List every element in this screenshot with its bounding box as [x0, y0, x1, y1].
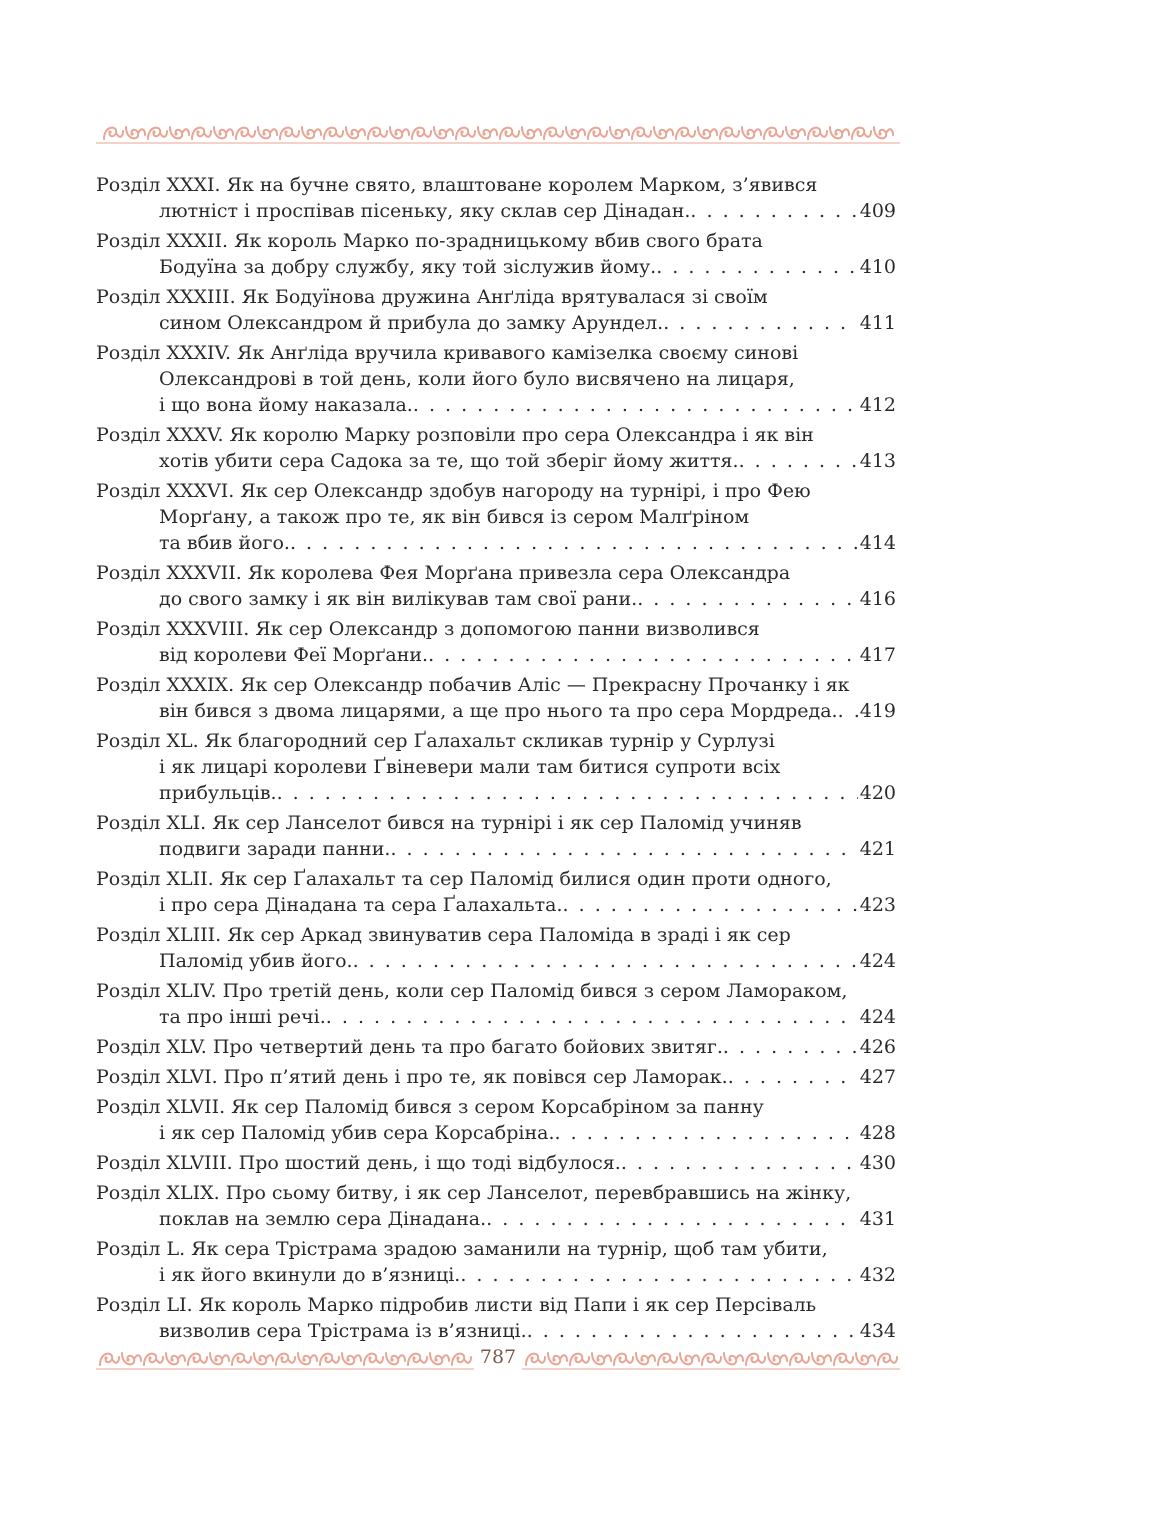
- ornament-motif: [166, 1353, 185, 1364]
- toc-entry-page: 411: [859, 312, 896, 334]
- ornament-motif: [364, 1354, 383, 1365]
- ornament-motif: [148, 128, 167, 139]
- ornament-motif: [122, 1353, 141, 1364]
- toc-entry-line: Розділ XXXII. Як король Марко по-зрадницькому вбив свого брата: [96, 230, 763, 252]
- toc-entry-line: подвиги заради панни.: [159, 838, 391, 860]
- toc-entry: [96, 810, 896, 862]
- ornament-motif: [768, 1353, 787, 1364]
- ornament-motif: [430, 1353, 449, 1364]
- toc-entry-page: 409: [859, 200, 896, 222]
- ornament-motif: [214, 127, 233, 138]
- toc-entry-last-line: [96, 586, 896, 612]
- top-ornament-border: [96, 121, 900, 145]
- toc-entry: [96, 616, 896, 668]
- ornament-motif: [276, 1354, 295, 1365]
- toc-entry: [96, 478, 896, 556]
- toc-entry-line: до свого замку і як він вилікував там свої рани.: [159, 588, 638, 610]
- ornament-motif: [698, 127, 717, 138]
- ornament-motif: [236, 128, 255, 139]
- toc-entry-line: Розділ XLIV. Про третій день, коли сер Паломід бився з сером Ламораком,: [96, 980, 848, 1002]
- toc-entry-line: Розділ XXXIX. Як сер Олександр побачив Аліс — Прекрасну Прочанку і як: [96, 674, 850, 696]
- ornament-motif: [636, 1353, 655, 1364]
- ornament-motif: [408, 1354, 427, 1365]
- ornament-motif: [548, 1353, 567, 1364]
- dot-leader: [326, 1004, 858, 1030]
- dot-leader: [390, 836, 857, 862]
- toc-entry-page: 431: [859, 1208, 896, 1230]
- toc-entry-line: прибульців.: [159, 782, 277, 804]
- toc-entry-line: Розділ XLI. Як сер Ланселот бився на турнірі і як сер Паломід учиняв: [96, 812, 802, 834]
- ornament-motif: [368, 128, 387, 139]
- toc-entry-line: сином Олександром й прибула до замку Арундел.: [159, 312, 664, 334]
- toc-entry-page: 410: [859, 256, 896, 278]
- toc-entry-page: 412: [859, 394, 896, 416]
- toc-entry: [96, 1236, 896, 1288]
- ornament-motif: [830, 127, 849, 138]
- toc-entry-last-line: [96, 780, 896, 806]
- toc-entry-last-line: [96, 836, 896, 862]
- toc-entry-last-line: [96, 948, 896, 974]
- toc-entry-page: 417: [859, 644, 896, 666]
- toc-entry-line: та про інші речі.: [159, 1006, 326, 1028]
- ornament-motif: [500, 128, 519, 139]
- toc-entry-line: Розділ XLVIII. Про шостий день, і що тоді відбулося.: [96, 1152, 621, 1174]
- ornament-motif: [456, 128, 475, 139]
- dot-leader: [723, 1034, 858, 1060]
- ornament-motif: [720, 128, 739, 139]
- toc-entry-last-line: [96, 530, 896, 556]
- dot-leader: [656, 254, 858, 280]
- ornament-motif: [280, 128, 299, 139]
- ornament-motif: [812, 1353, 831, 1364]
- toc-entry-line: і як лицарі королеви Ґвіневери мали там битися супроти всіх: [159, 756, 781, 778]
- ornament-motif: [434, 127, 453, 138]
- toc-entry-line: Розділ XLIX. Про сьому битву, і як сер Ланселот, перевбравшись на жінку,: [96, 1182, 852, 1204]
- dot-leader: [486, 1206, 858, 1232]
- toc-entry: [96, 866, 896, 918]
- toc-entry: [96, 284, 896, 336]
- ornament-motif: [834, 1354, 853, 1365]
- toc-entry-last-line: [96, 1318, 896, 1344]
- dot-leader: [637, 586, 858, 612]
- dot-leader: [413, 392, 858, 418]
- ornament-motif: [570, 1354, 589, 1365]
- toc-entry-page: 426: [859, 1036, 896, 1058]
- ornament-motif: [808, 128, 827, 139]
- toc-entry-line: Паломід убив його.: [159, 950, 353, 972]
- ornament-motif: [100, 1354, 119, 1365]
- dot-leader: [838, 698, 858, 724]
- toc-entry-line: він бився з двома лицарями, а ще про нього та про сера Мордреда.: [159, 700, 838, 722]
- toc-entry-line: Бодуїна за добру службу, яку той зіслужив йому.: [159, 256, 657, 278]
- toc-entry-line: і як його вкинули до в’язниці.: [159, 1264, 461, 1286]
- toc-entry-line: Морґану, а також про те, як він бився із сером Малґріном: [159, 506, 750, 528]
- toc-entry-line: Розділ XXXVII. Як королева Фея Морґана привезла сера Олександра: [96, 562, 791, 584]
- ornament-motif: [676, 128, 695, 139]
- toc-entry-line: Розділ XXXVIII. Як сер Олександр з допомогою панни визволився: [96, 618, 760, 640]
- ornament-motif: [478, 127, 497, 138]
- toc-entry-line: Олександрові в той день, коли його було висвячено на лицаря,: [159, 368, 795, 390]
- toc-entry-page: 424: [859, 950, 896, 972]
- dot-leader: [527, 1318, 858, 1344]
- ornament-motif: [170, 127, 189, 138]
- ornament-motif: [302, 127, 321, 138]
- toc-entry: [96, 672, 896, 724]
- toc-entry-line: та вбив його.: [159, 532, 290, 554]
- footer-ornament-right: [522, 1347, 900, 1371]
- toc-entry-last-line: [96, 310, 896, 336]
- ornament-motif: [144, 1354, 163, 1365]
- ornament-motif: [390, 127, 409, 138]
- ornament-motif: [632, 128, 651, 139]
- toc-entry-line: Розділ XXXIV. Як Анґліда вручила кривавого камізелка своєму синові: [96, 342, 799, 364]
- toc-entry-page: 413: [859, 450, 896, 472]
- ornament-motif: [210, 1353, 229, 1364]
- toc-entry-line: Розділ XLIII. Як сер Аркад звинуватив сера Паломіда в зраді і як сер: [96, 924, 791, 946]
- dot-leader: [739, 448, 858, 474]
- toc-entry-last-line: [96, 448, 896, 474]
- ornament-motif: [232, 1354, 251, 1365]
- ornament-motif: [254, 1353, 273, 1364]
- toc-entry: [96, 172, 896, 224]
- ornament-motif: [522, 127, 541, 138]
- ornament-motif: [614, 1354, 633, 1365]
- ornament-motif: [126, 127, 145, 138]
- toc-entry-page: 414: [859, 532, 896, 554]
- dot-leader: [277, 780, 858, 806]
- ornament-motif: [104, 128, 123, 139]
- toc-entry-last-line: [96, 892, 896, 918]
- ornament-motif: [592, 1353, 611, 1364]
- footer: [96, 1344, 900, 1374]
- ornament-motif: [856, 1353, 875, 1364]
- dot-leader: [290, 530, 858, 556]
- ornament-motif: [654, 127, 673, 138]
- ornament-motif: [258, 127, 277, 138]
- toc-entry-line: Розділ LI. Як король Марко підробив листи від Папи і як сер Персіваль: [96, 1294, 817, 1316]
- toc-entry-last-line: [96, 1262, 896, 1288]
- ornament-motif: [320, 1354, 339, 1365]
- ornament-pattern: [96, 1347, 474, 1371]
- ornament-motif: [724, 1353, 743, 1364]
- ornament-motif: [588, 128, 607, 139]
- ornament-motif: [658, 1354, 677, 1365]
- ornament-motif: [188, 1354, 207, 1365]
- ornament-motif: [342, 1353, 361, 1364]
- ornament-motif: [412, 128, 431, 139]
- dot-leader: [555, 1120, 858, 1146]
- toc-entry-line: Розділ XLII. Як сер Ґалахальт та сер Паломід билися один проти одного,: [96, 868, 832, 890]
- dot-leader: [563, 892, 858, 918]
- toc-entry-page: 420: [859, 782, 896, 804]
- ornament-motif: [746, 1354, 765, 1365]
- toc-entry: [96, 978, 896, 1030]
- ornament-motif: [566, 127, 585, 138]
- toc-entry-line: і про сера Дінадана та сера Ґалахальта.: [159, 894, 563, 916]
- ornament-pattern: [96, 121, 900, 145]
- ornament-motif: [680, 1353, 699, 1364]
- toc-entry-page: 421: [859, 838, 896, 860]
- toc-entry-line: Розділ XLV. Про четвертий день та про багато бойових звитяг.: [96, 1036, 723, 1058]
- ornament-motif: [386, 1353, 405, 1364]
- toc-entry-last-line: [96, 1120, 896, 1146]
- ornament-motif: [346, 127, 365, 138]
- ornament-motif: [852, 128, 871, 139]
- page-number: 787: [479, 1346, 517, 1368]
- toc-entry-last-line: [96, 1004, 896, 1030]
- dot-leader: [690, 198, 857, 224]
- toc-entry: [96, 1180, 896, 1232]
- toc-entry-line: Розділ XXXI. Як на бучне свято, влаштоване королем Марком, з’явився: [96, 174, 818, 196]
- toc-entry-page: 423: [859, 894, 896, 916]
- toc-entry: [96, 422, 896, 474]
- toc-entry-last-line: [96, 392, 896, 418]
- toc-entry-line: Розділ XLVI. Про п’ятий день і про те, як повівся сер Ламорак.: [96, 1066, 728, 1088]
- ornament-motif: [526, 1354, 545, 1365]
- toc-entry: [96, 560, 896, 612]
- toc-entry-line: Розділ XLVII. Як сер Паломід бився з сером Корсабріном за панну: [96, 1096, 764, 1118]
- toc-entry-line: і як сер Паломід убив сера Корсабріна.: [159, 1122, 555, 1144]
- ornament-motif: [452, 1354, 471, 1365]
- dot-leader: [428, 642, 858, 668]
- dot-leader: [621, 1150, 858, 1176]
- toc-entry-line: Розділ XL. Як благородний сер Ґалахальт скликав турнір у Сурлузі: [96, 730, 775, 752]
- ornament-motif: [544, 128, 563, 139]
- ornament-pattern: [522, 1347, 900, 1371]
- toc-entry: [96, 1150, 896, 1176]
- toc-entry-last-line: [96, 198, 896, 224]
- toc-entry-last-line: [96, 254, 896, 280]
- dot-leader: [353, 948, 858, 974]
- ornament-motif: [878, 1354, 897, 1365]
- toc-entry-last-line: [96, 1150, 896, 1176]
- toc-entry-page: 434: [859, 1320, 896, 1342]
- ornament-motif: [702, 1354, 721, 1365]
- toc-entry-line: поклав на землю сера Дінадана.: [159, 1208, 487, 1230]
- footer-ornament-left: [96, 1347, 474, 1371]
- toc-entry-line: від королеви Феї Морґани.: [159, 644, 429, 666]
- toc-entry: [96, 340, 896, 418]
- ornament-motif: [324, 128, 343, 139]
- toc-entry-last-line: [96, 1206, 896, 1232]
- table-of-contents: [96, 172, 896, 1348]
- ornament-motif: [764, 128, 783, 139]
- toc-entry-line: визволив сера Трістрама із в’язниці.: [159, 1320, 527, 1342]
- toc-entry-line: Розділ L. Як сера Трістрама зрадою заманили на турнір, щоб там убити,: [96, 1238, 828, 1260]
- toc-entry: [96, 1094, 896, 1146]
- toc-entry-last-line: [96, 1034, 896, 1060]
- toc-entry-line: лютніст і проспівав пісеньку, яку склав сер Дінадан.: [159, 200, 691, 222]
- ornament-motif: [742, 127, 761, 138]
- toc-entry: [96, 1034, 896, 1060]
- dot-leader: [728, 1064, 858, 1090]
- dot-leader: [460, 1262, 857, 1288]
- toc-entry: [96, 1064, 896, 1090]
- toc-entry-line: хотів убити сера Садока за те, що той зберіг йому життя.: [159, 450, 739, 472]
- toc-entry-page: 416: [859, 588, 896, 610]
- ornament-motif: [610, 127, 629, 138]
- toc-entry: [96, 228, 896, 280]
- ornament-motif: [192, 128, 211, 139]
- toc-entry-last-line: [96, 1064, 896, 1090]
- ornament-motif: [786, 127, 805, 138]
- toc-entry-last-line: [96, 698, 896, 724]
- toc-entry-line: Розділ XXXV. Як королю Марку розповіли про сера Олександра і як він: [96, 424, 814, 446]
- toc-entry-line: Розділ XXXIII. Як Бодуїнова дружина Анґліда врятувалася зі своїм: [96, 286, 768, 308]
- toc-entry-line: Розділ XXXVI. Як сер Олександр здобув нагороду на турнірі, і про Фею: [96, 480, 811, 502]
- toc-entry: [96, 728, 896, 806]
- toc-entry-page: 430: [859, 1152, 896, 1174]
- toc-entry-page: 427: [859, 1066, 896, 1088]
- toc-entry-page: 432: [859, 1264, 896, 1286]
- toc-entry-page: 419: [859, 700, 896, 722]
- dot-leader: [663, 310, 858, 336]
- toc-entry: [96, 922, 896, 974]
- ornament-motif: [790, 1354, 809, 1365]
- toc-entry-line: і що вона йому наказала.: [159, 394, 413, 416]
- ornament-motif: [874, 127, 893, 138]
- toc-entry-page: 424: [859, 1006, 896, 1028]
- toc-entry: [96, 1292, 896, 1344]
- toc-entry-last-line: [96, 642, 896, 668]
- toc-entry-page: 428: [859, 1122, 896, 1144]
- ornament-motif: [298, 1353, 317, 1364]
